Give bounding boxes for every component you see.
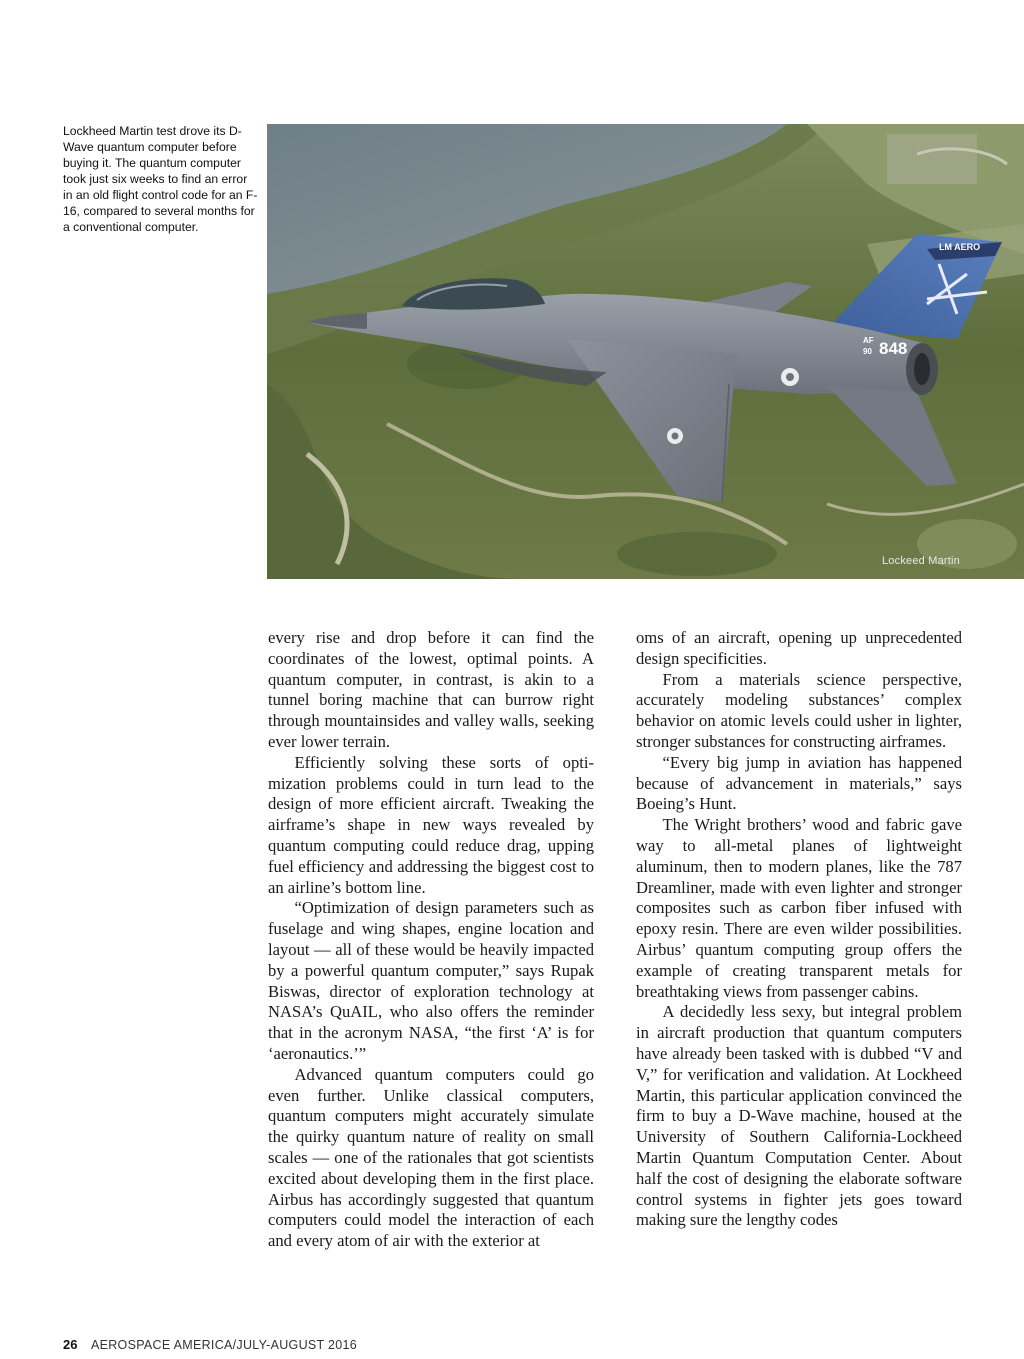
paragraph: oms of an aircraft, opening up unprecedented design specificities.	[636, 628, 962, 668]
f16-aerial-illustration	[267, 124, 1024, 579]
publication-line: AEROSPACE AMERICA/JULY-AUGUST 2016	[90, 1338, 358, 1352]
paragraph: A decidedly less sexy, but integral problem in aircraft production that quantum computers have already been tasked with is dubbed “V and V,” for verification and validation. At Lockheed Martin, this particular application convinced the firm to buy a D-Wave machine, housed at the University of Southern California-Lockheed Martin Quantum Computation Center. About half the cost of designing the elaborate software control systems in fighter jets goes toward making sure the lengthy codes	[636, 1002, 962, 1230]
page-footer	[63, 1337, 357, 1352]
paragraph: “Every big jump in aviation has happened because of advancement in materials,” says Boeing’s Hunt.	[636, 752, 962, 814]
tail-prefix-top: AF	[863, 336, 874, 345]
paragraph: The Wright brothers’ wood and fabric gave way to all-metal planes of lightweight aluminum, then to modern planes, like the 787 Dreamliner, made with even lighter and stronger composites such as carbon fiber infused with epoxy resin. There are even wilder possibilities. Airbus’ quantum computing group offers the example of creating transparent metals for breathtaking views from passenger cabins.	[636, 815, 962, 1001]
photo-caption: Lockheed Martin test drove its D-Wave quantum computer before buying it. The quantum computer took just six weeks to find an error in an old flight control code for an F-16, compared to several months for a conventional computer.	[63, 124, 258, 234]
article-column-right	[636, 628, 962, 1231]
tail-prefix-bottom: 90	[863, 347, 872, 356]
fin-lettering: LM AERO	[939, 242, 981, 252]
article-column-left	[268, 628, 594, 1252]
tail-number: 848	[879, 339, 908, 358]
paragraph: From a materials science perspective, accurately modeling substances’ complex behavior on atomic levels could usher in lighter, stronger substances for constructing airframes.	[636, 669, 962, 751]
paragraph: Efficiently solving these sorts of optimization problems could in turn lead to the design of more efficient aircraft. Tweaking the airframe’s shape in new ways revealed by quantum computing could reduce drag, upping fuel efficiency and addressing the biggest cost to an airline’s bottom line.	[268, 752, 594, 897]
paragraph: “Optimization of design parameters such as fuselage and wing shapes, engine location and layout — all of these would be heavily impacted by a powerful quantum computer,” says Rupak Biswas, director of exploration technology at NASA’s QuAIL, who also offers the reminder that in the acronym NASA, “the first ‘A’ is for ‘aeronautics.’”	[268, 898, 594, 1063]
paragraph: Advanced quantum computers could go even further. Unlike classical computers, quantum computers might accurately simulate the quirky quantum nature of reality on small scales — one of the rationales that got scientists excited about developing them in the first place. Airbus has accordingly suggested that quantum computers could model the interaction of each and every atom of air with the exterior at	[268, 1064, 594, 1251]
photo-credit: Lockeed Martin	[881, 555, 960, 567]
f16-photo	[267, 124, 1024, 579]
paragraph: every rise and drop before it can find the coordinates of the lowest, optimal points. A quantum computer, in contrast, is akin to a tunnel boring machine that can burrow right through mountainsides and valley walls, seeking ever lower terrain.	[268, 628, 594, 751]
page-number: 26	[63, 1337, 78, 1352]
